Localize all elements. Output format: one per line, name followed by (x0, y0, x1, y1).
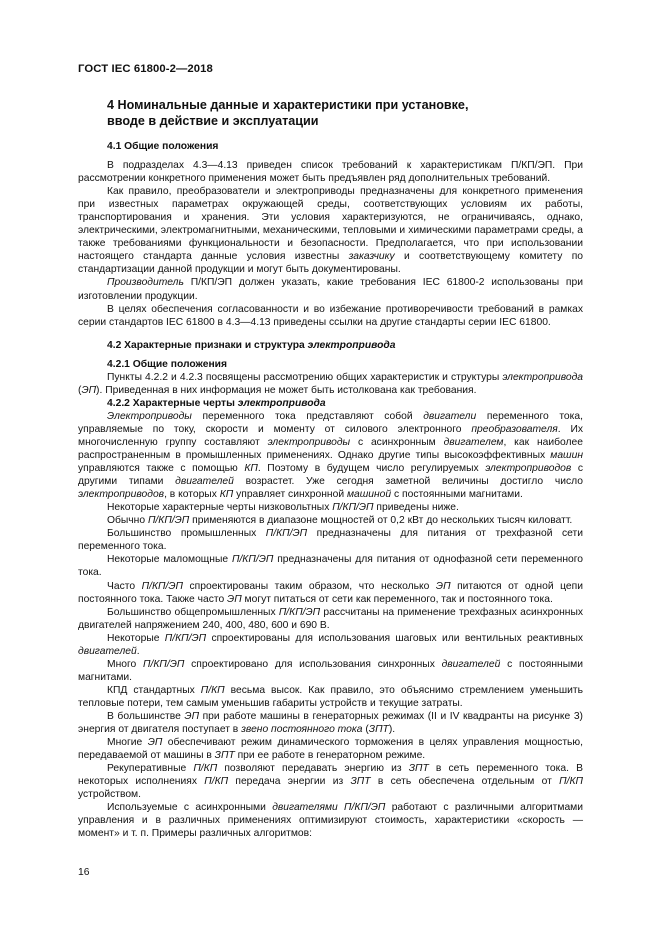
paragraph (78, 606, 583, 632)
text: при ее работе в генераторном режиме. (234, 750, 426, 762)
paragraph (78, 736, 583, 762)
page-content (78, 97, 583, 840)
emphasis: КП (219, 489, 234, 501)
paragraph (78, 159, 583, 185)
text: переменного тока, управляемые по току, скорости и моменту от силового электронного (78, 410, 583, 435)
emphasis: ЭП (147, 737, 163, 749)
emphasis: ЭП (81, 384, 97, 396)
text: , в которых (164, 489, 220, 501)
text: предназначены для питания от трехфазной сети переменного тока. (78, 528, 583, 553)
text: Большинство общепромышленных (107, 606, 279, 618)
emphasis: П/КП (193, 763, 218, 775)
emphasis: электроприводы (267, 436, 351, 448)
text: с асинхронным (350, 436, 444, 448)
text: ). Приведенная в них информация не может быть истолкована как требования. (96, 384, 477, 396)
text: управляет синхронной (233, 489, 347, 501)
emphasis: двигателей (441, 658, 501, 670)
paragraph (78, 501, 583, 514)
page-number: 16 (78, 867, 90, 878)
emphasis: Электроприводы (107, 410, 192, 422)
emphasis: электропривода (307, 339, 396, 351)
paragraph (78, 410, 583, 501)
chapter-title-line2: вводе в действие и эксплуатации (107, 114, 319, 128)
text: питаются от одной цепи постоянного тока. Также часто (78, 580, 583, 605)
emphasis: преобразователя (471, 423, 558, 435)
emphasis: П/КП (559, 776, 584, 788)
text: П/КП/ЭП должен указать, какие требования IEC 61800-2 использованы при изготовлении продукции. (78, 277, 583, 302)
emphasis: П/КП/ЭП (147, 515, 190, 527)
text: в сеть обеспечена отдельным от (370, 776, 560, 788)
text: спроектированы для использования шаговых или вентильных реактивных (206, 632, 583, 644)
emphasis: ЗПТ (350, 776, 371, 788)
emphasis: машин (550, 450, 583, 462)
text: могут питаться от сети как переменного, так и постоянного тока. (241, 593, 553, 605)
text: В большинстве (107, 710, 185, 722)
text: рассчитаны на применение трехфазных асинхронных двигателей напряжением 240, 400, 480, 600 и 690 В. (78, 606, 583, 631)
emphasis: двигатели (423, 410, 477, 422)
emphasis: машиной (346, 489, 392, 501)
emphasis: П/КП/ЭП (164, 632, 207, 644)
chapter-title-line1: 4 Номинальные данные и характеристики при установке, (107, 98, 469, 112)
text: Многие (107, 737, 148, 749)
paragraph (78, 762, 583, 801)
emphasis: электроприводов (485, 463, 572, 475)
emphasis: ЭП (227, 593, 242, 605)
text: возрастет. Уже сегодня заметной величины достигло число (233, 476, 583, 488)
text: и соответствующему комитету по стандартизации данной продукции и могут быть документированы. (78, 251, 584, 276)
section-4-2-heading (78, 339, 583, 352)
text: ). (388, 724, 396, 736)
running-header: ГОСТ IEC 61800-2—2018 (78, 63, 213, 75)
emphasis: двигателями П/КП/ЭП (272, 802, 386, 814)
text: работают с различными алгоритмами управления и в различных применениях оптимизируют стоимость, характеристики «скорость — момент» и т. п. Примеры различных алгоритмов: (78, 802, 584, 840)
paragraph (78, 276, 583, 302)
emphasis: КП (244, 463, 258, 475)
emphasis: звено постоянного тока (241, 724, 363, 736)
text: спроектировано для использования синхронных (184, 658, 442, 670)
emphasis: П/КП (204, 776, 229, 788)
paragraph (78, 371, 583, 397)
text: при работе машины в генераторных режимах (II и IV квадранты на рисунке 3) энергия от двигателя поступает в (78, 710, 583, 736)
text: . (136, 645, 140, 657)
text: спроектированы таким образом, что несколько (182, 580, 436, 592)
text: . Их многочисленную группу составляют (78, 423, 583, 448)
text: весьма высок. Как правило, это объяснимо стремлением уменьшить тепловые потери, тем самым уменьшив габариты устройств и текущие затраты. (78, 684, 583, 709)
text: с постоянными магнитами. (391, 489, 523, 501)
emphasis: электроприводов (78, 489, 165, 501)
section-4-2-1-heading: 4.2.1 Общие положения (107, 358, 227, 370)
text: предназначены для питания от однофазной сети переменного тока. (78, 554, 583, 579)
text: Используемые с асинхронными (107, 802, 273, 814)
section-4-1-heading: 4.1 Общие положения (107, 141, 219, 152)
paragraph (78, 658, 583, 684)
emphasis: ЗПТ (368, 724, 389, 736)
text: , как наиболее распространенным в промышленных применениях. Однако другие типы высокоэффективных (78, 436, 584, 462)
emphasis: П/КП/ЭП (141, 580, 183, 592)
paragraph (78, 514, 583, 527)
text: с другими типами (78, 463, 583, 488)
emphasis: П/КП/ЭП (231, 554, 274, 566)
text: ( (78, 384, 82, 396)
text: Некоторые (107, 632, 165, 644)
text: позволяют передавать энергию из (217, 763, 409, 775)
text: с постоянными магнитами. (78, 658, 583, 683)
text: Много (107, 658, 144, 670)
text: применяются в диапазоне мощностей от 0,2 кВт до нескольких тысяч киловатт. (189, 515, 573, 527)
text: устройством. (78, 789, 141, 801)
text: обеспечивают режим динамического торможения в целях управления мощностью, передаваемой от машины в (78, 737, 583, 762)
text: ( (362, 724, 369, 736)
emphasis: П/КП/ЭП (332, 502, 374, 514)
chapter-heading (78, 97, 583, 129)
paragraph (78, 580, 583, 606)
emphasis: двигателем (443, 436, 504, 448)
text: Как правило, преобразователи и электроприводы предназначены для конкретного применения при известных параметрах окружающей среды, соответствующих условиям их работы, транспортирования и хранения. Эти условия характеризуются, не ограничиваясь, однако, электрическими, электромагнитными, механическими, тепловыми и химическими параметрами среды, а также требованиями функциональности и безопасности. Предполагается, что при использовании настоящего стандарта данные условия известны (78, 186, 583, 263)
text: передача энергии из (228, 776, 351, 788)
text: Часто (107, 580, 142, 592)
text: КПД стандартных (107, 684, 201, 696)
text: 4.2.2 Характерные черты (107, 397, 238, 409)
emphasis: электропривода (237, 397, 326, 409)
emphasis: заказчику (348, 251, 395, 263)
emphasis: двигателей (175, 476, 234, 488)
paragraph (78, 632, 583, 658)
emphasis: П/КП/ЭП (278, 606, 321, 618)
text: Обычно (107, 515, 148, 527)
emphasis: П/КП/ЭП (143, 658, 185, 670)
emphasis: П/КП/ЭП (265, 528, 308, 540)
emphasis: ЭП (435, 580, 451, 592)
text: Некоторые маломощные (107, 554, 232, 566)
text: Пункты 4.2.2 и 4.2.3 посвящены рассмотрению общих характеристик и структуры (107, 371, 503, 383)
text: приведены ниже. (373, 502, 459, 514)
emphasis: двигателей (78, 645, 137, 657)
emphasis: ЗПТ (214, 750, 235, 762)
text: 4.2 Характерные признаки и структура (107, 339, 308, 351)
paragraph (78, 553, 583, 579)
text: переменного тока представляют собой (191, 410, 424, 422)
emphasis: электропривода (502, 371, 583, 383)
text: в сеть переменного тока. В некоторых исполнениях (78, 763, 583, 788)
paragraph (78, 303, 583, 329)
text: Рекуперативные (107, 763, 194, 775)
paragraph (78, 710, 583, 736)
emphasis: ЗПТ (408, 763, 429, 775)
text: В целях обеспечения согласованности и во избежание противоречивости требований в рамках серии стандартов IEC 61800 в 4.3—4.13 приведены ссылки на другие стандарты серии IEC 61800. (78, 303, 583, 328)
paragraph (78, 185, 583, 276)
emphasis: Производитель (107, 277, 184, 289)
text: В подразделах 4.3—4.13 приведен список требований к характеристикам П/КП/ЭП. При рассмотрении конкретного применения может быть предъявлен ряд дополнительных требований. (78, 160, 583, 185)
text: управляются также с помощью (78, 463, 245, 475)
paragraph (78, 684, 583, 710)
text: Большинство промышленных (107, 528, 266, 540)
emphasis: ЭП (184, 710, 200, 722)
emphasis: П/КП (200, 684, 225, 696)
text: . Поэтому в будущем число регулируемых (257, 463, 486, 475)
section-4-2-2-heading (78, 397, 583, 410)
paragraph (78, 527, 583, 553)
text: Некоторые характерные черты низковольтных (107, 502, 333, 514)
paragraph (78, 801, 583, 840)
